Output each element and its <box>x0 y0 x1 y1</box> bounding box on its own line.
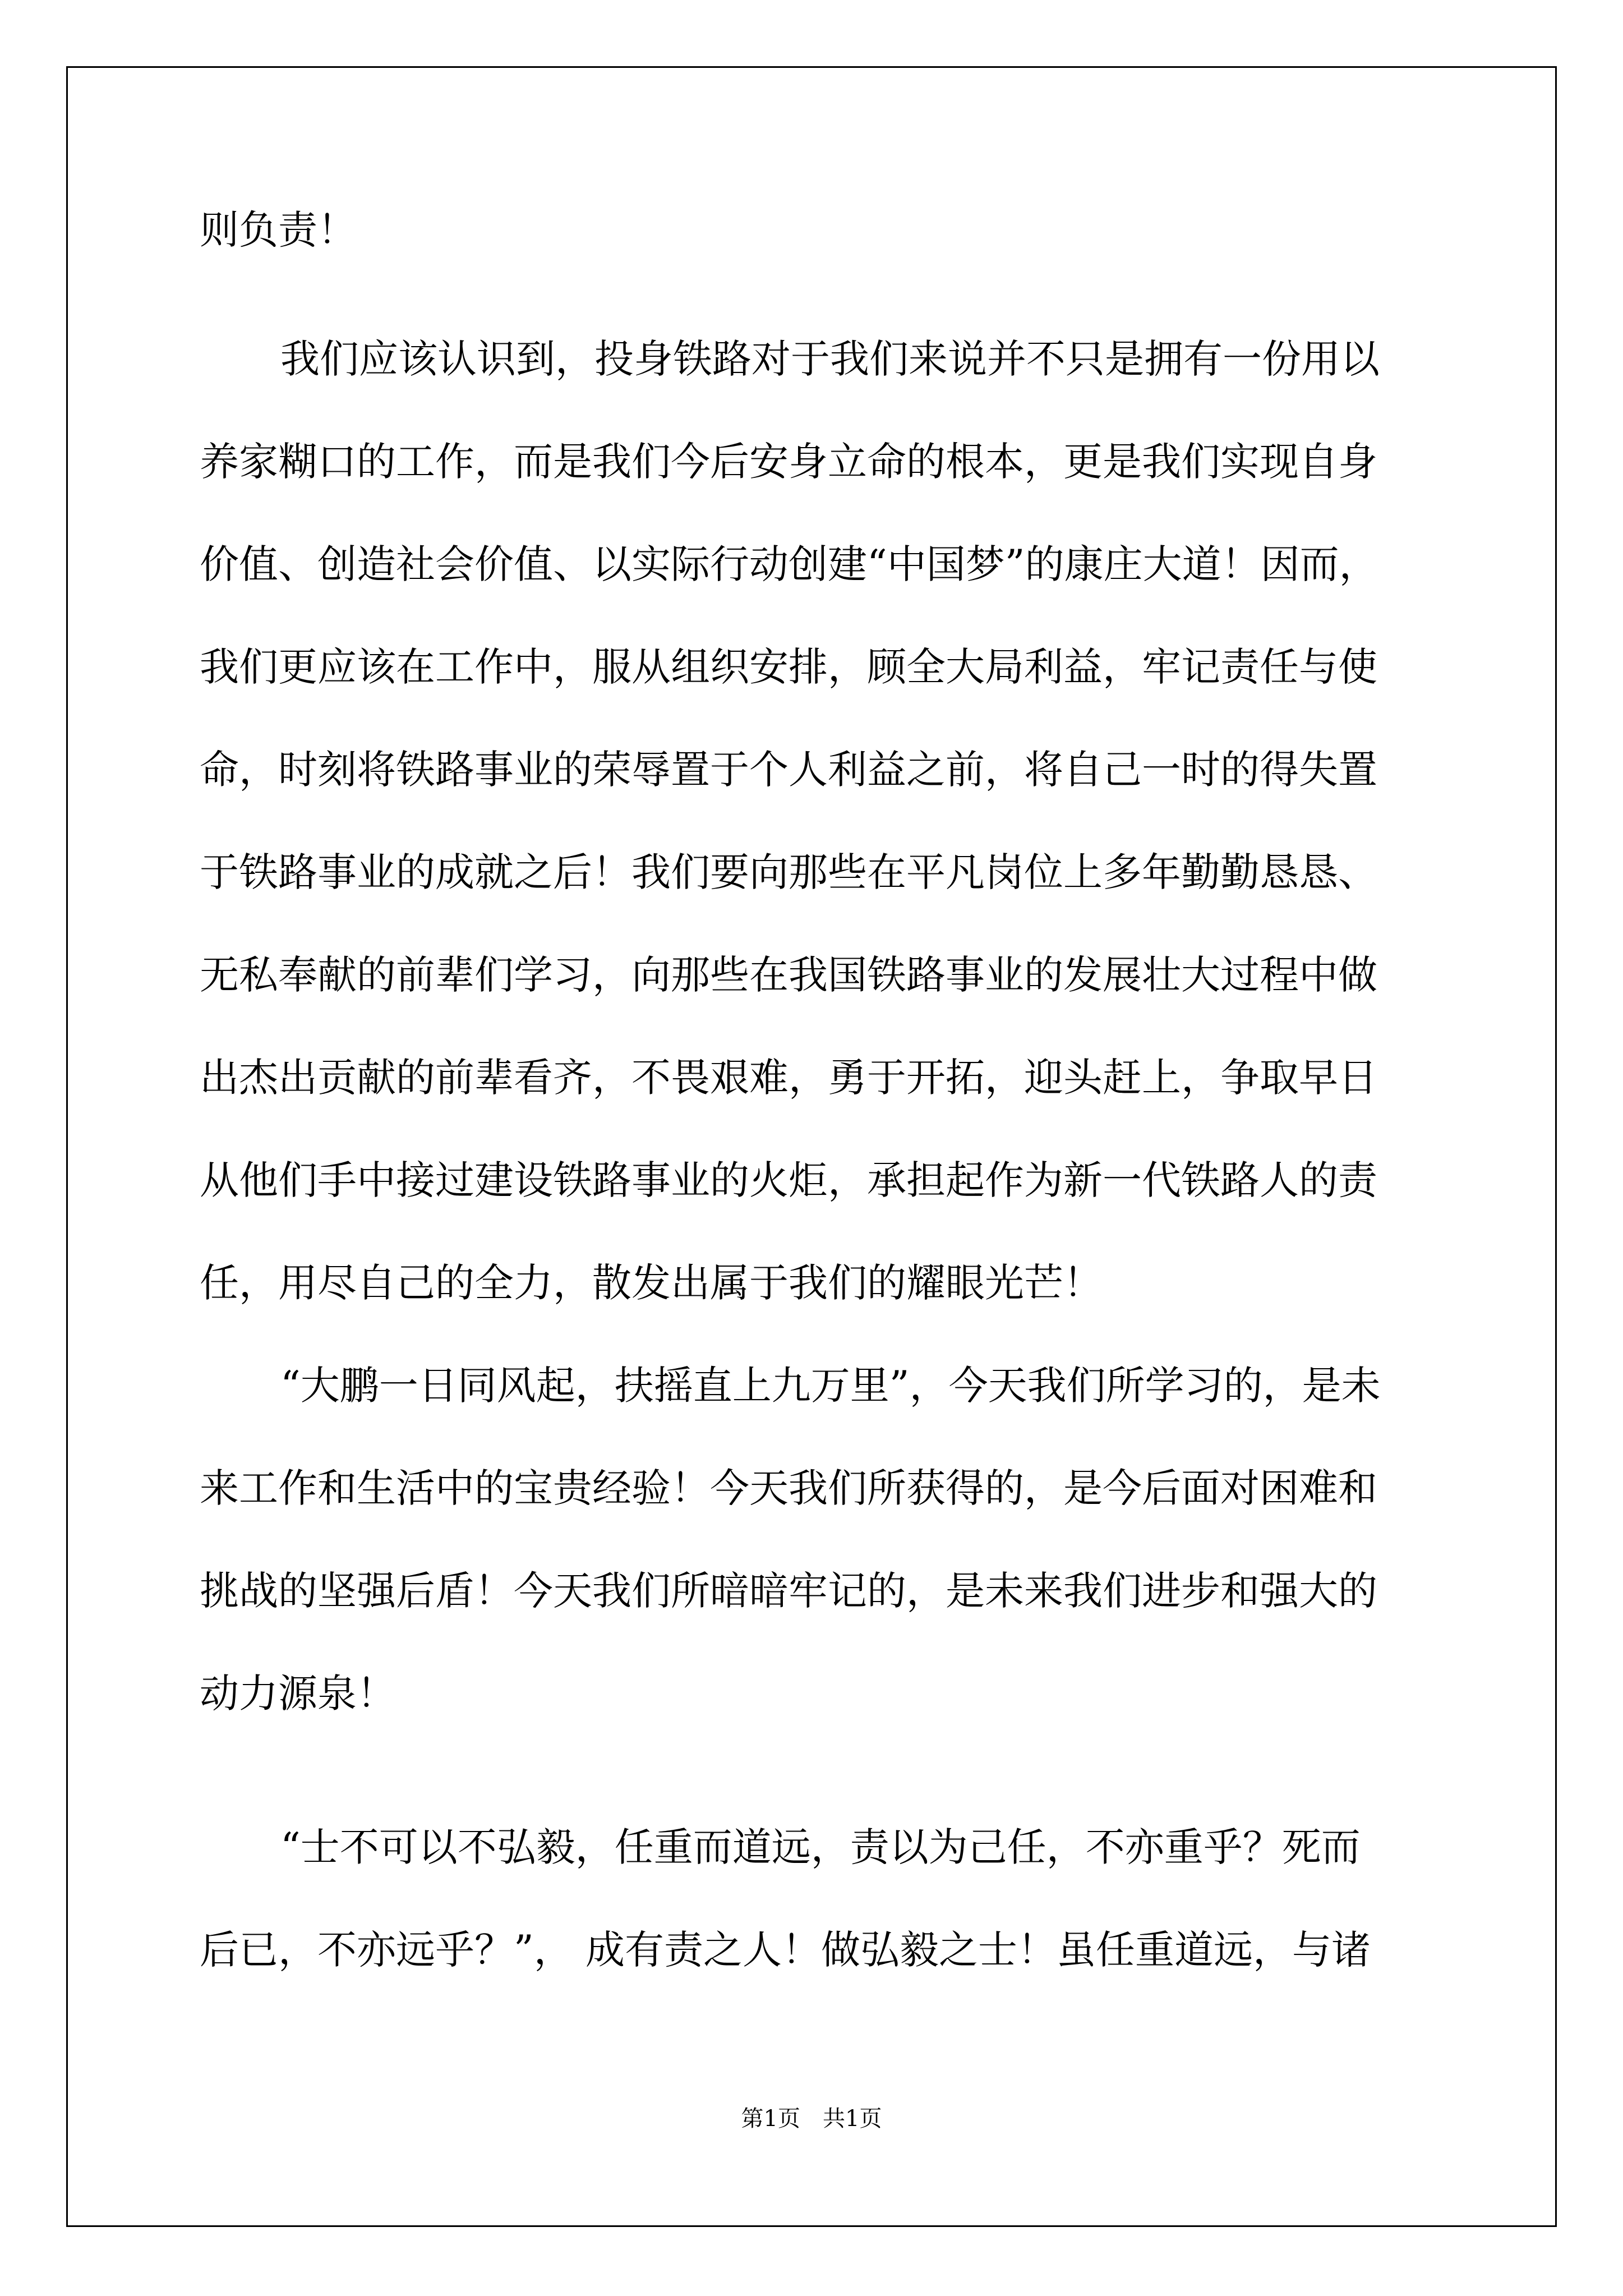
text-line: “大鹏一日同风起，扶摇直上九万里”，今天我们所学习的，是未 <box>280 1363 1381 1409</box>
text-line: 于铁路事业的成就之后！我们要向那些在平凡岗位上多年勤勤恳恳、 <box>200 849 1377 895</box>
text-line: 我们应该认识到，投身铁路对于我们来说并不只是拥有一份用以 <box>280 336 1380 382</box>
text-line: 无私奉献的前辈们学习，向那些在我国铁路事业的发展壮大过程中做 <box>200 952 1377 998</box>
page-border <box>66 66 1557 2227</box>
text-line: 来工作和生活中的宝贵经验！今天我们所获得的，是今后面对困难和 <box>200 1465 1377 1511</box>
text-line: 挑战的坚强后盾！今天我们所暗暗牢记的，是未来我们进步和强大的 <box>200 1568 1377 1614</box>
text-line: 后已，不亦远乎？”， 成有责之人！做弘毅之士！虽任重道远，与诸 <box>200 1927 1371 1973</box>
text-line: 命，时刻将铁路事业的荣辱置于个人利益之前，将自己一时的得失置 <box>200 747 1377 793</box>
text-line: “士不可以不弘毅，任重而道远，责以为己任，不亦重乎？死而 <box>280 1824 1361 1870</box>
text-line: 价值、创造社会价值、以实际行动创建“中国梦”的康庄大道！因而， <box>200 541 1378 587</box>
page-footer: 第1页 共1页 <box>741 2106 882 2132</box>
text-line: 则负责！ <box>200 207 357 253</box>
text-line: 动力源泉！ <box>200 1671 396 1717</box>
text-line: 养家糊口的工作，而是我们今后安身立命的根本，更是我们实现自身 <box>200 439 1377 485</box>
text-line: 从他们手中接过建设铁路事业的火炬，承担起作为新一代铁路人的责 <box>200 1157 1377 1203</box>
text-line: 出杰出贡献的前辈看齐，不畏艰难，勇于开拓，迎头赶上，争取早日 <box>200 1055 1377 1101</box>
text-line: 任，用尽自己的全力，散发出属于我们的耀眼光芒！ <box>200 1260 1103 1306</box>
text-line: 我们更应该在工作中，服从组织安排，顾全大局利益，牢记责任与使 <box>200 644 1377 690</box>
